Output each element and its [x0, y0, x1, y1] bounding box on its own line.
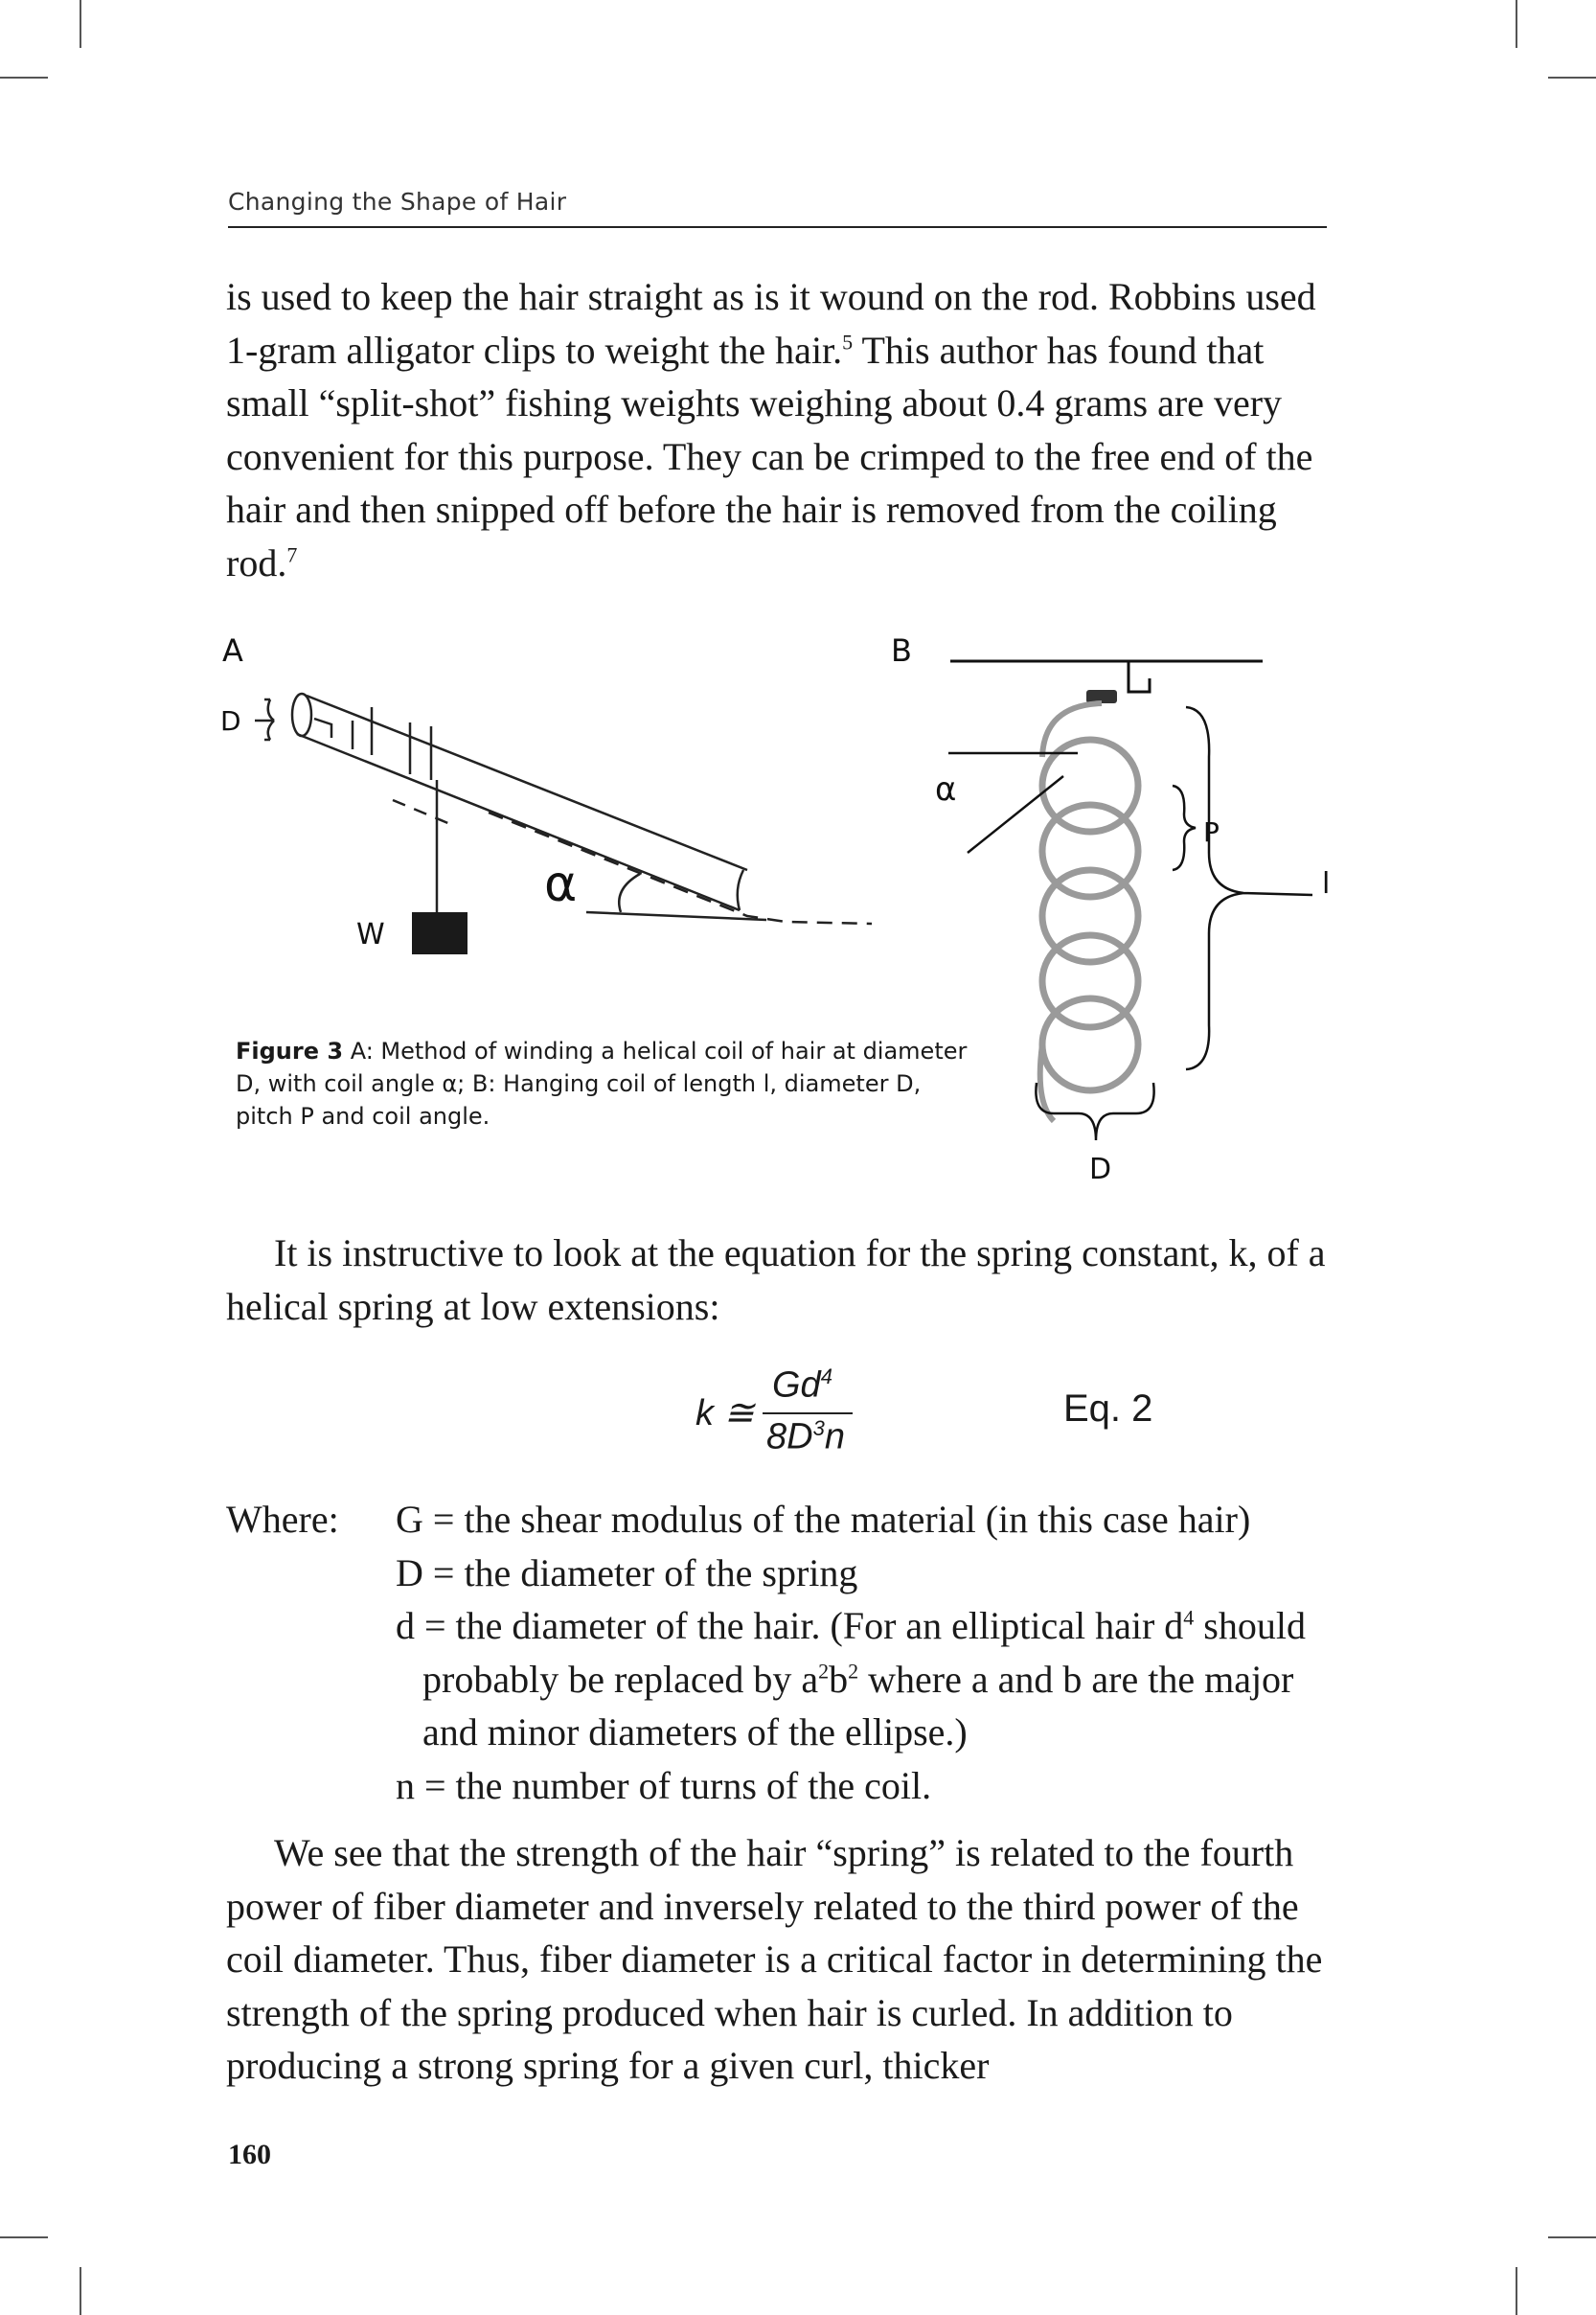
label-length: l — [1322, 867, 1331, 901]
pitch-brace — [1173, 786, 1196, 870]
definition-hair-diameter-b: should probably be replaced by a — [422, 1604, 1306, 1701]
equation-numerator-exponent: 4 — [820, 1364, 832, 1388]
header-rule — [228, 226, 1327, 228]
coil-drawing — [948, 661, 1312, 1140]
definition-hair-diameter-exp1: 4 — [1183, 1605, 1195, 1630]
equation-numerator — [772, 1364, 832, 1407]
page-number: 160 — [228, 2139, 271, 2170]
crop-mark-bottom-right-horizontal — [1548, 2236, 1596, 2238]
paragraph-conclusion: We see that the strength of the hair “spring” is related to the fourth power of fiber diameter and inversely related to the third power of the coil diameter. Thus, fiber diameter is a critical factor in determining the strength of the spring produced when hair is curled. In addition to producing a strong spring for a given curl, thicker — [226, 1831, 1323, 2087]
definition-g: G = the shear modulus of the material (in this case hair) — [396, 1498, 1251, 1541]
variable-definitions — [396, 1493, 1334, 1812]
equation-fraction-bar — [763, 1412, 853, 1414]
angle-arc-a — [619, 874, 640, 912]
label-diameter-b: D — [1089, 1153, 1112, 1186]
label-pitch: P — [1203, 816, 1220, 848]
label-weight: W — [356, 918, 385, 951]
paragraph-spring-constant: It is instructive to look at the equation for the spring constant, k, of a helical spring at low extensions: — [226, 1231, 1326, 1328]
equation-denominator-n: n — [824, 1416, 845, 1457]
definition-hair-diameter-a: d = the diameter of the hair. (For an elliptical hair d — [396, 1604, 1184, 1647]
crop-mark-bottom-right-vertical — [1516, 2267, 1517, 2315]
reference-7: 7 — [286, 542, 298, 567]
weight-block — [412, 912, 467, 954]
hook — [1129, 661, 1150, 692]
definition-hair-diameter-exp3: 2 — [848, 1659, 859, 1684]
equation-denominator — [766, 1416, 845, 1458]
crop-mark-bottom-left-vertical — [80, 2267, 81, 2315]
crop-mark-top-left-horizontal — [0, 77, 48, 79]
crop-mark-top-right-horizontal — [1548, 77, 1596, 79]
equation-denominator-base: 8D — [766, 1416, 813, 1457]
paragraph-intro-text-a: is used to keep the hair straight as is it wound on the rod. Robbins used 1-gram alligator clips to weight the hair. — [226, 275, 1316, 372]
rod-center-dash-1 — [393, 800, 450, 824]
where-label: Where: — [226, 1498, 339, 1541]
angle-lines-b — [948, 753, 1078, 853]
crop-mark-top-left-vertical — [80, 0, 81, 48]
reference-5: 5 — [842, 330, 854, 355]
figure-caption — [236, 1035, 983, 1133]
coil-lead — [1042, 703, 1102, 757]
definition-hair-diameter — [396, 1599, 1334, 1759]
equation-denominator-exponent: 3 — [812, 1416, 825, 1440]
label-angle-b: α — [935, 770, 957, 809]
label-angle-a: α — [544, 856, 578, 913]
rod-tip — [738, 870, 743, 910]
length-brace — [1186, 707, 1312, 1069]
definition-hair-diameter-d: where a and b are the major and minor diameters of the ellipse.) — [422, 1657, 1294, 1753]
paragraph-intro — [226, 270, 1337, 589]
definition-hair-diameter-c: b — [829, 1657, 849, 1701]
label-panel-a: A — [222, 632, 243, 669]
figure-caption-text: A: Method of winding a helical coil of hair at diameter D, with coil angle α; B: Hanging coil of length l, diameter D, pitch P and coil angle. — [236, 1038, 968, 1130]
rod-end — [292, 694, 311, 736]
crop-mark-bottom-left-horizontal — [0, 2236, 48, 2238]
equation-numerator-base: Gd — [772, 1364, 821, 1406]
rod-outline — [297, 696, 747, 910]
paragraph-intro-text-b: This author has found that small “split-shot” fishing weights weighing about 0.4 grams are very convenient for this purpose. They can be crimped to the free end of the hair and then snipped off before the hair is removed from the coiling rod. — [226, 328, 1313, 584]
coil-loops — [1042, 740, 1138, 1090]
equation-lhs: k ≅ — [695, 1393, 755, 1433]
definition-turns: n = the number of turns of the coil. — [396, 1763, 932, 1807]
label-diameter-a: D — [220, 705, 241, 737]
figure-caption-lead: Figure 3 — [236, 1038, 344, 1065]
diameter-brace-a — [255, 699, 274, 740]
crop-mark-top-right-vertical — [1516, 0, 1517, 48]
running-head: Changing the Shape of Hair — [228, 188, 567, 216]
angle-baseline — [586, 912, 766, 920]
equation-label: Eq. 2 — [1063, 1387, 1153, 1430]
rod-clip-marks — [314, 707, 431, 780]
definition-spring-diameter: D = the diameter of the spring — [396, 1550, 858, 1594]
definition-hair-diameter-exp2: 2 — [818, 1659, 830, 1684]
label-panel-b: B — [891, 632, 912, 669]
